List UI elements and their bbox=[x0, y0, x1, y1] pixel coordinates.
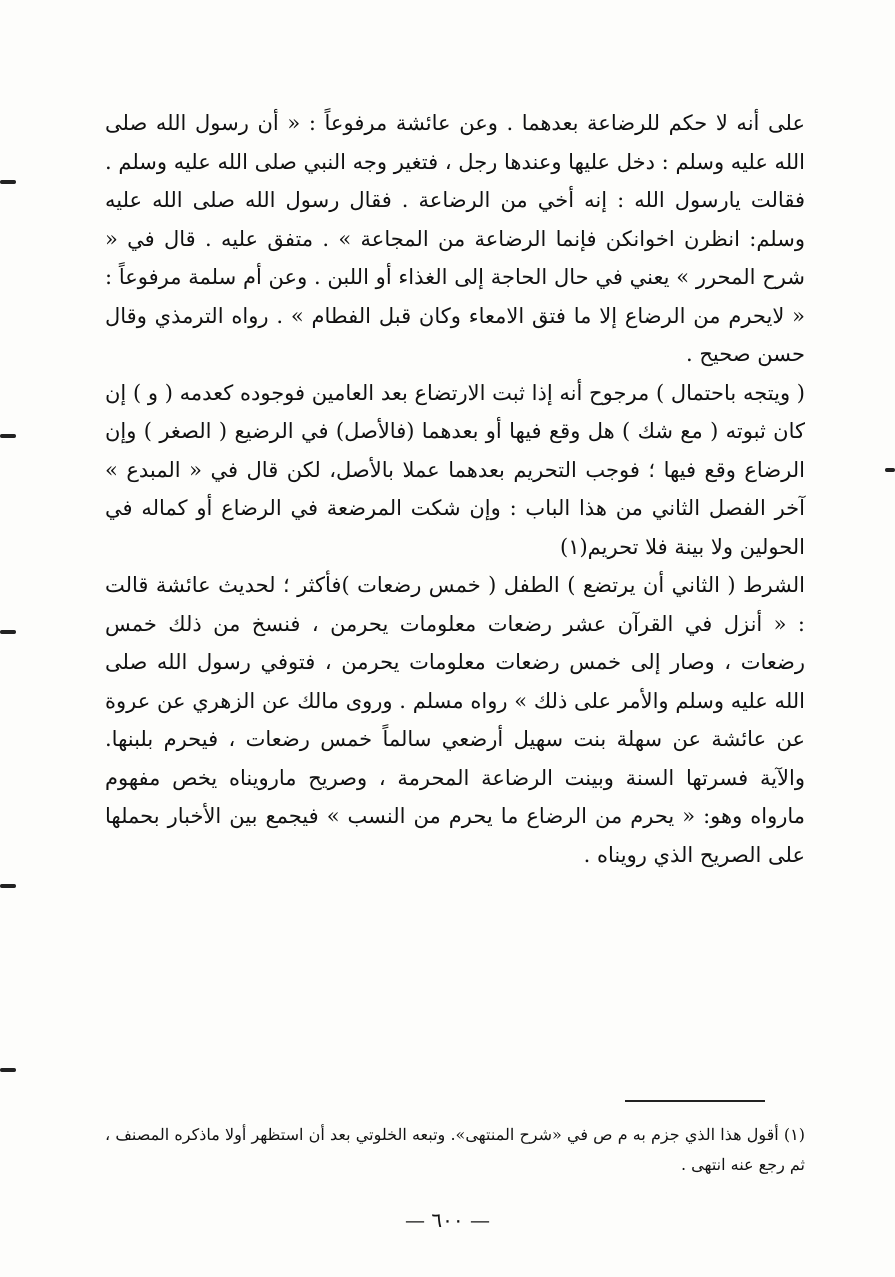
paragraph: على أنه لا حكم للرضاعة بعدهما . وعن عائشة مرفوعاً : « أن رسول الله صلى الله عليه وسلم : دخل عليها وعندها رجل ، فتغير وجه النبي صلى الله عليه وسلم . فقالت يارسول الله : إنه أخي من الرضاعة . فقال رسول الله صلى الله عليه وسلم: انظرن اخوانكن فإنما الرضاعة من المجاعة » . متفق عليه . قال في « شرح المحرر » يعني في حال الحاجة إلى الغذاء أو اللبن . وعن أم سلمة مرفوعاً : « لايحرم من الرضاع إلا ما فتق الامعاء وكان قبل الفطام » . رواه الترمذي وقال حسن صحيح . bbox=[105, 111, 805, 366]
scan-edge-mark bbox=[0, 884, 16, 888]
paragraph: ( ويتجه باحتمال ) مرجوح أنه إذا ثبت الارتضاع بعد العامين فوجوده كعدمه ( و ) إن كان ثبوته ( مع شك ) هل وقع فيها أو بعدهما (فالأصل) في الرضيع ( الصغر ) وإن الرضاع وقع فيها ؛ فوجب التحريم بعدهما عملا بالأصل، لكن قال في « المبدع » آخر الفصل الثاني من هذا الباب : وإن شكت المرضعة في الرضاع أو كماله في الحولين ولا بينة فلا تحريم(١) bbox=[105, 380, 805, 559]
scan-edge-mark bbox=[0, 434, 16, 438]
main-text bbox=[105, 104, 805, 874]
scan-edge-mark bbox=[0, 1068, 16, 1072]
scan-edge-mark bbox=[0, 180, 16, 184]
paragraph: الشرط ( الثاني أن يرتضع ) الطفل ( خمس رضعات )فأكثر ؛ لحديث عائشة قالت : « أنزل في القرآن عشر رضعات معلومات يحرمن ، فنسخ من ذلك خمس رضعات ، وصار إلى خمس رضعات معلومات يحرمن ، فتوفي رسول الله صلى الله عليه وسلم والأمر على ذلك » رواه مسلم . وروى مالك عن الزهري عن عروة عن عائشة عن سهلة بنت سهيل أرضعي سالماً خمس رضعات ، فيحرم بلبنها. والآية فسرتها السنة وبينت الرضاعة المحرمة ، وصريح مارويناه يخص مفهوم مارواه وهو: « يحرم من الرضاع ما يحرم من النسب » فيجمع بين الأخبار بحملها على الصريح الذي رويناه . bbox=[105, 573, 805, 867]
footnote-separator bbox=[625, 1100, 765, 1102]
footnote: (١) أقول هذا الذي جزم به م ص في «شرح المنتهى». وتبعه الخلوتي بعد أن استظهر أولا ماذكره المصنف ، ثم رجع عنه انتهى . bbox=[105, 1125, 805, 1174]
scan-edge-mark bbox=[885, 468, 895, 472]
scan-edge-mark bbox=[0, 630, 16, 634]
page-number: — ٦٠٠ — bbox=[405, 1208, 490, 1232]
